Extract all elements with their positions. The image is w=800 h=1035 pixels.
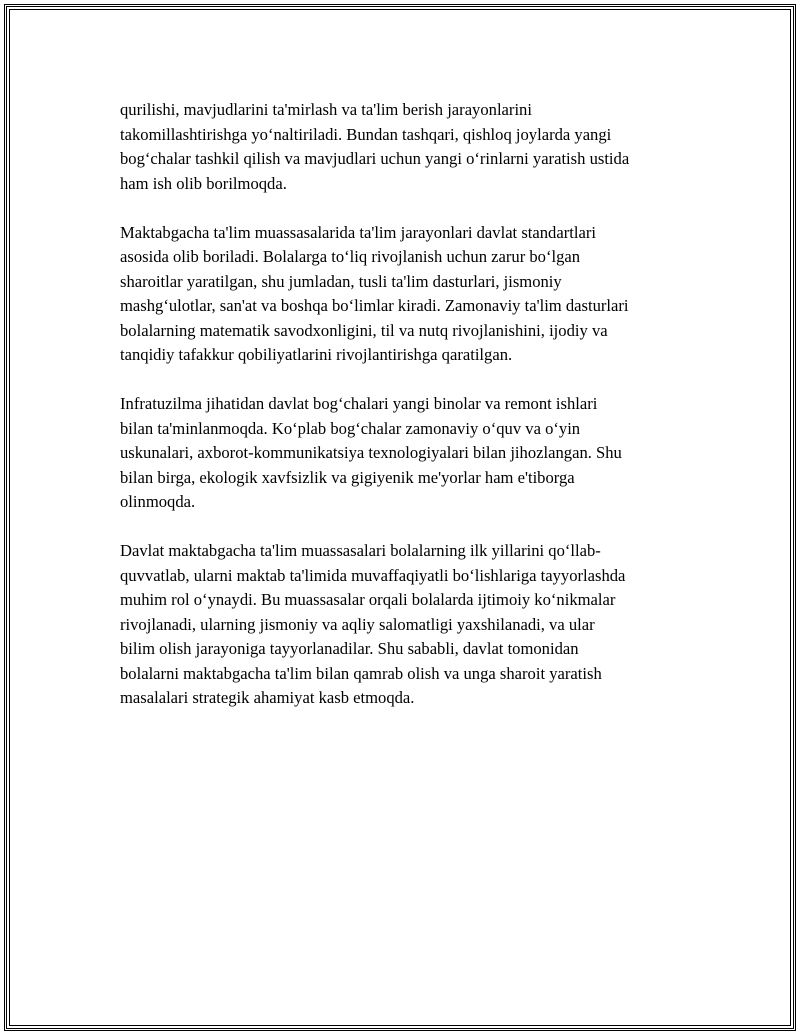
document-body xyxy=(120,98,695,735)
paragraph-3: Infratuzilma jihatidan davlat bog‘chalari yangi binolar va remont ishlari bilan ta'minlanmoqda. Ko‘plab bog‘chalar zamonaviy o‘quv va o‘yin uskunalari, axborot-kommunikatsiya texnologiyalari bilan jihozlangan. Shu bilan birga, ekologik xavfsizlik va gigiyenik me'yorlar ham e'tiborga olinmoqda. xyxy=(120,394,622,511)
paragraph-1: qurilishi, mavjudlarini ta'mirlash va ta'lim berish jarayonlarini takomillashtirishga yo‘naltiriladi. Bundan tashqari, qishloq joylarda yangi bog‘chalar tashkil qilish va mavjudlari uchun yangi o‘rinlarni yaratish ustida ham ish olib borilmoqda. xyxy=(120,100,630,193)
paragraph-4: Davlat maktabgacha ta'lim muassasalari bolalarning ilk yillarini qo‘llab- quvvatlab, ularni maktab ta'limida muvaffaqiyatli bo‘lishlariga tayyorlashda muhim rol o‘ynaydi. Bu muassasalar orqali bolalarda ijtimoiy ko‘nikmalar rivojlanadi, ularning jismoniy va aqliy salomatligi yaxshilanadi, va ular bilim olish jarayoniga tayyorlanadilar. Shu sababli, davlat tomonidan bolalarni maktabgacha ta'lim bilan qamrab olish va unga sharoit yaratish masalalari strategik ahamiyat kasb etmoqda. xyxy=(120,541,626,707)
paragraph-2: Maktabgacha ta'lim muassasalarida ta'lim jarayonlari davlat standartlari asosida olib boriladi. Bolalarga to‘liq rivojlanish uchun zarur bo‘lgan sharoitlar yaratilgan, shu jumladan, tusli ta'lim dasturlari, jismoniy mashg‘ulotlar, san'at va boshqa bo‘limlar kiradi. Zamonaviy ta'lim dasturlari bolalarning matematik savodxonligini, til va nutq rivojlanishini, ijodiy va tanqidiy tafakkur qobiliyatlarini rivojlantirishga qaratilgan. xyxy=(120,222,629,364)
page-border xyxy=(4,4,796,1031)
